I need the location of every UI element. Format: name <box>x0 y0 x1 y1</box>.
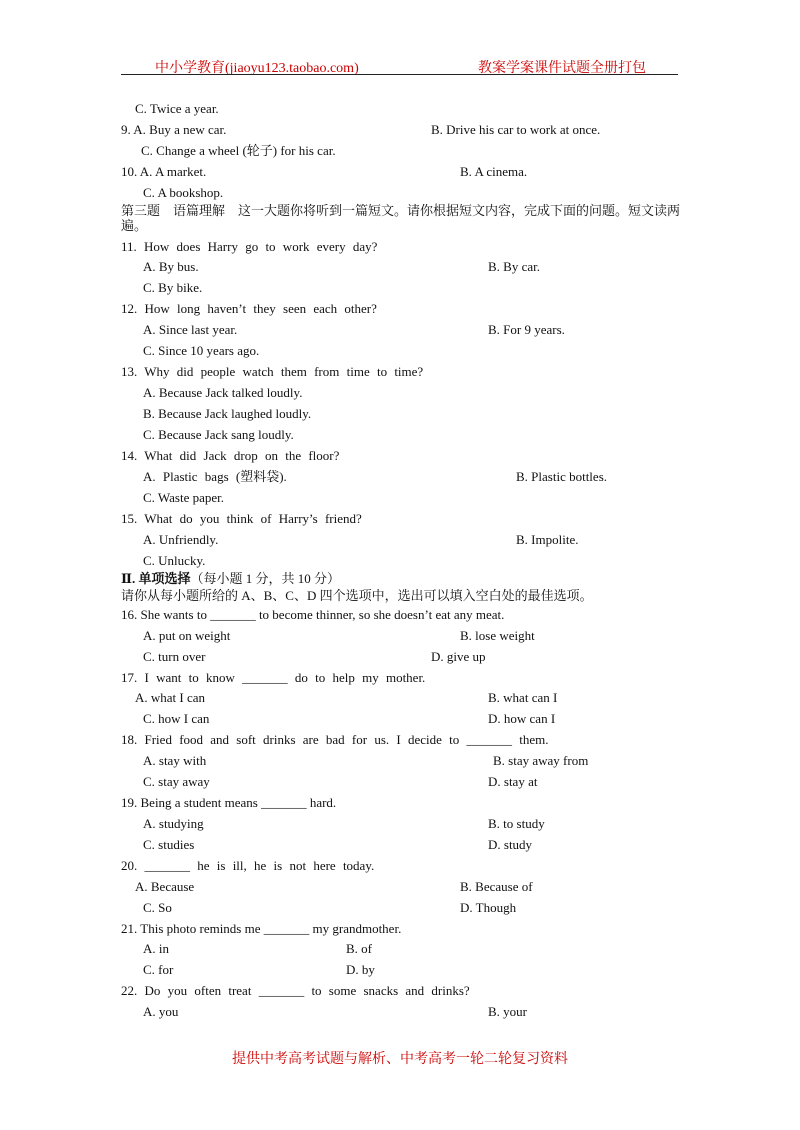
section-2-title: Ⅱ. 单项选择 <box>121 571 191 586</box>
section-2-points: （每小题 1 分，共 10 分） <box>190 571 340 586</box>
option-21a: A. in <box>143 941 169 956</box>
option-13c: C. Because Jack sang loudly. <box>143 427 294 442</box>
option-18a: A. stay with <box>143 753 207 768</box>
option-20b: B. Because of <box>460 879 533 894</box>
option-14a: A. Plastic bags (塑料袋). <box>143 469 287 484</box>
option-17d: D. how can I <box>488 711 556 726</box>
question-11: 11. How does Harry go to work every day? <box>121 239 378 254</box>
header-right-text: 教案学案课件试题全册打包 <box>478 61 646 76</box>
option-11c: C. By bike. <box>143 280 203 295</box>
option-9b: B. Drive his car to work at once. <box>431 122 601 137</box>
option-14b: B. Plastic bottles. <box>516 469 607 484</box>
option-14c: C. Waste paper. <box>143 490 225 505</box>
option-15a: A. Unfriendly. <box>143 532 219 547</box>
option-11b: B. By car. <box>488 259 540 274</box>
question-21: 21. This photo reminds me _______ my grandmother. <box>121 921 402 936</box>
option-13a: A. Because Jack talked loudly. <box>143 385 303 400</box>
option-18d: D. stay at <box>488 774 538 789</box>
question-14: 14. What did Jack drop on the floor? <box>121 448 340 463</box>
option-15b: B. Impolite. <box>516 532 579 547</box>
option-19a: A. studying <box>143 816 204 831</box>
option-22a: A. you <box>143 1004 179 1019</box>
option-21b: B. of <box>346 941 372 956</box>
option-11a: A. By bus. <box>143 259 199 274</box>
question-18: 18. Fried food and soft drinks are bad for us. I decide to _______ them. <box>121 732 549 747</box>
option-15c: C. Unlucky. <box>143 553 206 568</box>
option-21c: C. for <box>143 962 174 977</box>
option-19d: D. study <box>488 837 533 852</box>
question-10-option-a: 10. A. A market. <box>121 164 207 179</box>
option-12b: B. For 9 years. <box>488 322 565 337</box>
option-17b: B. what can I <box>488 690 558 705</box>
question-13: 13. Why did people watch them from time to time? <box>121 364 424 379</box>
option-19b: B. to study <box>488 816 545 831</box>
footer-text: 提供中考高考试题与解析、中考高考一轮二轮复习资料 <box>232 1052 568 1067</box>
section-2-heading <box>121 571 340 586</box>
question-19: 19. Being a student means _______ hard. <box>121 795 337 810</box>
option-10c: C. A bookshop. <box>143 185 224 200</box>
option-8c: C. Twice a year. <box>135 101 219 116</box>
option-16b: B. lose weight <box>460 628 535 643</box>
option-21d: D. by <box>346 962 375 977</box>
option-16a: A. put on weight <box>143 628 231 643</box>
question-17: 17. I want to know _______ do to help my mother. <box>121 670 426 685</box>
question-22: 22. Do you often treat _______ to some snacks and drinks? <box>121 983 470 998</box>
option-13b: B. Because Jack laughed loudly. <box>143 406 312 421</box>
option-22b: B. your <box>488 1004 527 1019</box>
question-20: 20. _______ he is ill, he is not here today. <box>121 858 375 873</box>
section-2-instructions: 请你从每小题所给的 A、B、C、D 四个选项中，选出可以填入空白处的最佳选项。 <box>121 588 593 603</box>
option-20a: A. Because <box>135 879 195 894</box>
header-left-text: 中小学教育(jiaoyu123.taobao.com) <box>155 61 359 76</box>
header-divider <box>121 74 678 75</box>
option-16c: C. turn over <box>143 649 206 664</box>
option-20c: C. So <box>143 900 172 915</box>
question-16: 16. She wants to _______ to become thinner, so she doesn’t eat any meat. <box>121 607 505 622</box>
option-9c: C. Change a wheel (轮子) for his car. <box>141 143 336 158</box>
option-17c: C. how I can <box>143 711 210 726</box>
question-15: 15. What do you think of Harry’s friend? <box>121 511 362 526</box>
question-9-option-a: 9. A. Buy a new car. <box>121 122 227 137</box>
option-19c: C. studies <box>143 837 195 852</box>
option-20d: D. Though <box>460 900 517 915</box>
option-12a: A. Since last year. <box>143 322 238 337</box>
option-12c: C. Since 10 years ago. <box>143 343 260 358</box>
option-10b: B. A cinema. <box>460 164 528 179</box>
option-17a: A. what I can <box>135 690 206 705</box>
option-18b: B. stay away from <box>493 753 589 768</box>
option-16d: D. give up <box>431 649 486 664</box>
section-3-instructions: 第三题 语篇理解 这一大题你将听到一篇短文。请你根据短文内容，完成下面的问题。短文读两遍。 <box>121 203 681 233</box>
question-12: 12. How long haven’t they seen each other? <box>121 301 377 316</box>
option-18c: C. stay away <box>143 774 210 789</box>
